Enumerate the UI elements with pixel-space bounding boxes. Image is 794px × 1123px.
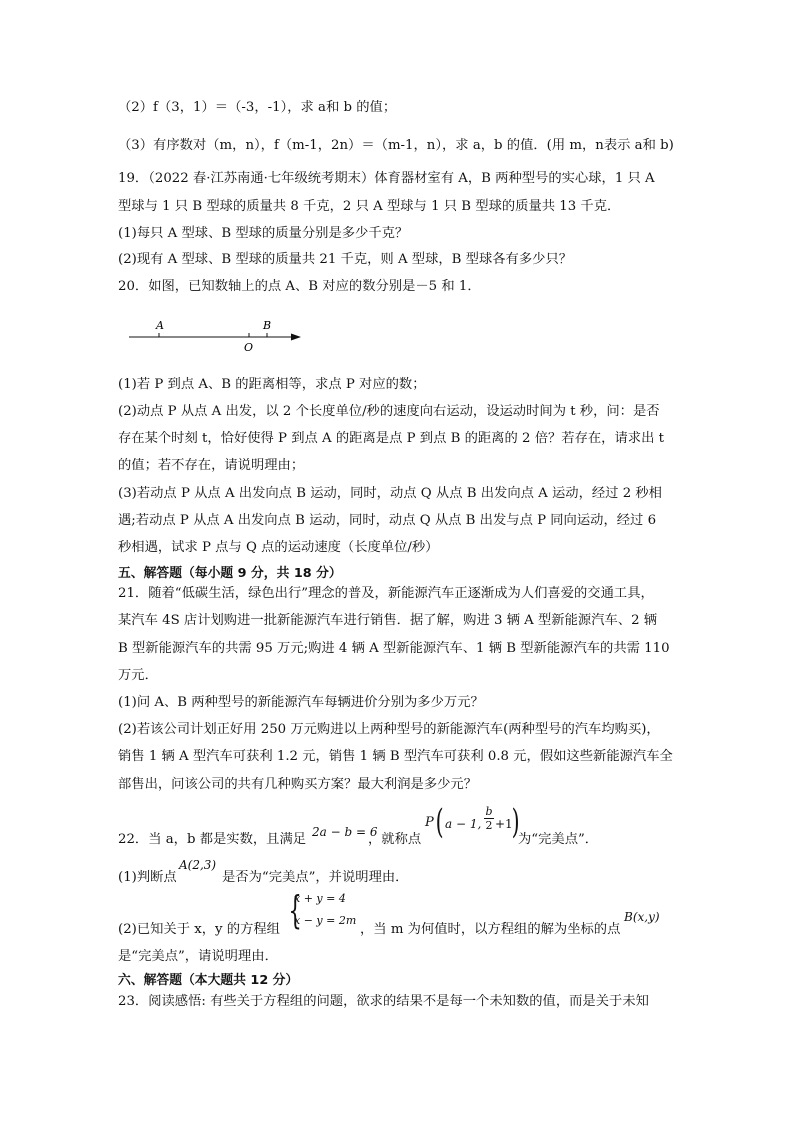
q22-point-a: A(2,3) [179, 858, 217, 872]
q21-sub2-line1: (2)若该公司计划正好用 250 万元购进以上两种型号的新能源汽车(两种型号的汽车均购买)， [118, 722, 660, 737]
q22-stem-postfix: 为“完美点”． [518, 832, 599, 847]
q21-sub1: (1)问 A、B 两种型号的新能源汽车每辆进价分别为多少万元？ [118, 695, 484, 710]
q21-stem-line3: B 型新能源汽车的共需 95 万元;购进 4 辆 A 型新能源汽车、1 辆 B 型新能源汽车的共需 110 [118, 641, 670, 656]
q23-stem-line1: 23．阅读感悟: 有些关于方程组的问题，欲求的结果不是每一个未知数的值，而是关于未知 [118, 994, 649, 1009]
q18-part3: （3）有序数对（m，n），f（m-1，2n）＝（m-1，n），求 a，b 的值．(用 m，n表示 a和 b) [118, 138, 674, 153]
q20-sub1: (1)若 P 到点 A、B 的距离相等，求点 P 对应的数； [118, 377, 426, 392]
q20-sub2-line2: 存在某个时刻 t，恰好使得 P 到点 A 的距离是点 P 到点 B 的距离的 2 倍？若存在，请求出 t [118, 431, 664, 446]
q22-sub1-prefix: (1)判断点 [118, 870, 177, 885]
q21-stem-line1: 21．随着“低碳生活，绿色出行”理念的普及，新能源汽车正逐渐成为人们喜爱的交通工具， [118, 586, 654, 601]
q22-left-paren: ( [435, 802, 444, 842]
q22-right-paren: ) [511, 802, 520, 842]
label-b: B [263, 319, 272, 332]
q22-sub1-postfix: 是否为“完美点”，并说明理由． [222, 870, 409, 885]
label-a: A [156, 319, 164, 332]
q21-sub2-line3: 部售出，问该公司的共有几种购买方案？最大利润是多少元？ [118, 777, 478, 792]
number-line-figure [125, 314, 310, 354]
q20-stem: 20．如图，已知数轴上的点 A、B 对应的数分别是－5 和 1． [118, 279, 481, 294]
q22-coord-x: a − 1, [445, 817, 482, 831]
q21-stem-line4: 万元． [118, 668, 158, 683]
q22-sub1 [118, 858, 618, 886]
q21-sub2-line2: 销售 1 辆 A 型汽车可获利 1.2 元，销售 1 辆 B 型汽车可获利 0.8 元，假如这些新能源汽车全 [118, 749, 673, 764]
label-o: O [244, 341, 254, 354]
q21-stem-line2: 某汽车 4S 店计划购进一批新能源汽车进行销售．据了解，购进 3 辆 A 型新能源汽车、2 辆 [118, 613, 658, 628]
q19-sub2: (2)现有 A 型球、B 型球的质量共 21 千克，则 A 型球，B 型球各有多少只？ [118, 252, 573, 267]
q22-stem-mid: ，就称点 [368, 832, 422, 847]
q22-point-b: B(x,y) [624, 910, 660, 924]
q19-sub1: (1)每只 A 型球、B 型球的质量分别是多少千克？ [118, 226, 409, 241]
q22-stem-prefix: 22．当 a，b 都是实数，且满足 [118, 832, 307, 847]
q22-frac-denominator: 2 [485, 819, 493, 832]
q20-sub3-line1: (3)若动点 P 从点 A 出发向点 B 运动，同时，动点 Q 从点 B 出发向点 A 运动，经过 2 秒相 [118, 486, 662, 501]
q19-stem-line2: 型球与 1 只 B 型球的质量共 8 千克，2 只 A 型球与 1 只 B 型球的质量共 13 千克． [118, 199, 621, 214]
q22-frac-numerator: b [485, 805, 493, 818]
q18-part2: （2）f（3，1）＝（-3，-1），求 a和 b 的值； [118, 100, 397, 115]
q22-sub2-postfix: 是“完美点”，请说明理由． [118, 949, 278, 964]
q22-point-p-letter: P [425, 815, 434, 830]
section-6-heading: 六、解答题（本大题共 12 分） [118, 973, 299, 988]
q22-system-eq1: x + y = 4 [294, 892, 346, 905]
q22-coord-plus: +1 [495, 817, 513, 831]
q20-sub3-line2: 遇;若动点 P 从点 A 出发向点 B 运动，同时，动点 Q 从点 B 出发与点 P 同向运动，经过 6 [118, 513, 657, 528]
q20-sub3-line3: 秒相遇，试求 P 点与 Q 点的运动速度（长度单位/秒） [118, 540, 439, 555]
q22-sub2 [118, 890, 698, 962]
q22-fraction [484, 805, 494, 832]
q20-sub2-line3: 的值；若不存在，请说明理由； [118, 458, 305, 473]
q22-sub2-prefix: (2)已知关于 x，y 的方程组 [118, 922, 280, 937]
q22-condition-equation: 2a − b = 6 [312, 825, 378, 839]
number-line-arrow [291, 334, 301, 341]
q22-system-brace: { [288, 888, 302, 932]
q22-point-p [425, 802, 520, 845]
q22-sub2-mid: ，当 m 为何值时，以方程组的解为坐标的点 [360, 922, 621, 937]
q22-system-eq2: x − y = 2m [294, 914, 357, 927]
q19-stem-line1: 19．（2022 春·江苏南通·七年级统考期末）体育器材室有 A，B 两种型号的实心球，1 只 A [118, 171, 655, 186]
q20-sub2-line1: (2)动点 P 从点 A 出发，以 2 个长度单位/秒的速度向右运动，设运动时间为 t 秒，问：是否 [118, 404, 660, 419]
section-5-heading: 五、解答题（每小题 9 分，共 18 分） [118, 566, 342, 581]
